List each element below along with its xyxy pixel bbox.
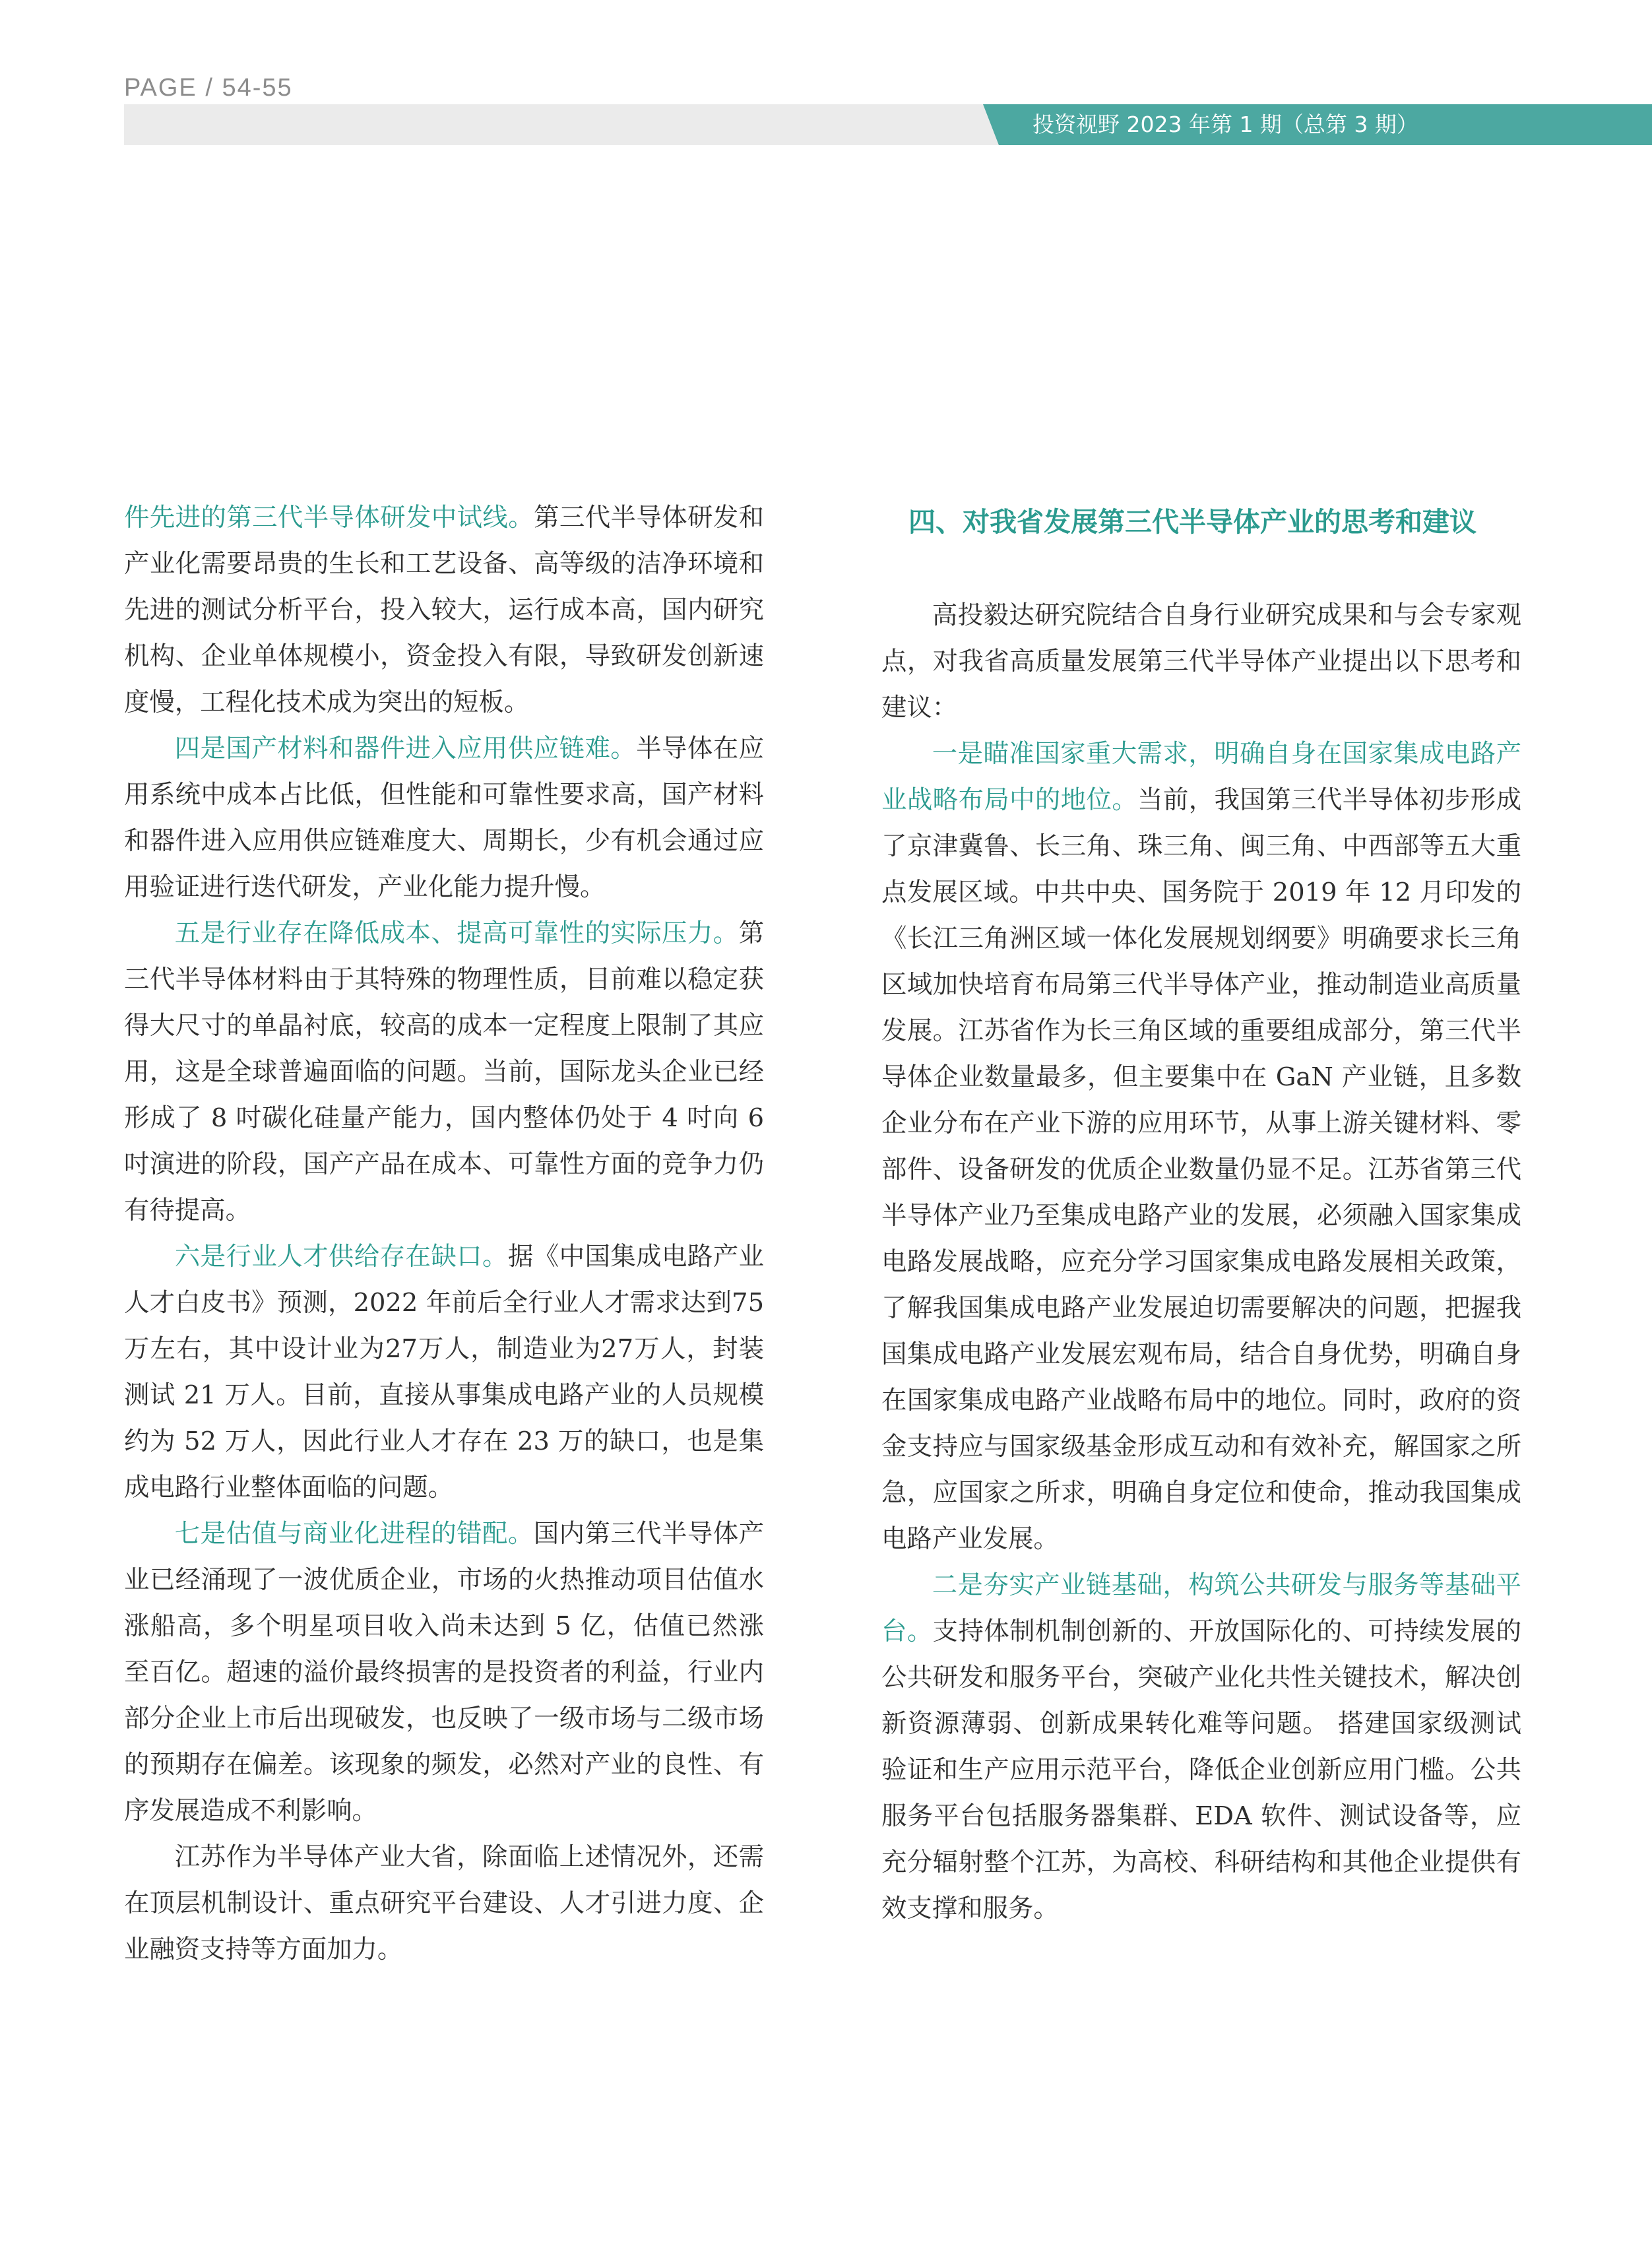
section-heading: 四、对我省发展第三代半导体产业的思考和建议 bbox=[908, 506, 1477, 538]
paragraph: 江苏作为半导体产业大省，除面临上述情况外，还需在顶层机制设计、重点研究平台建设、人才引进力度、企业融资支持等方面加力。 bbox=[124, 1842, 764, 1964]
paragraph bbox=[124, 726, 764, 911]
paragraph-text: 国内第三代半导体产业已经涌现了一波优质企业，市场的火热推动项目估值水涨船高，多个明星项目收入尚未达到 5 亿，估值已然涨至百亿。超速的溢价最终损害的是投资者的利益，行业内部分企业上市后出现破发，也反映了一级市场与二级市场的预期存在偏差。该现象的频发，必然对产业的良性、有序发展造成不利影响。 bbox=[124, 1519, 764, 1826]
paragraph bbox=[881, 731, 1521, 1562]
highlight-phrase: 五是行业存在降低成本、提高可靠性的实际压力。 bbox=[174, 918, 739, 948]
paragraph bbox=[124, 495, 764, 726]
paragraph bbox=[124, 1234, 764, 1511]
page-number-label: PAGE / 54-55 bbox=[124, 74, 293, 102]
paragraph-text: 当前，我国第三代半导体初步形成了京津冀鲁、长三角、珠三角、闽三角、中西部等五大重点发展区域。中共中央、国务院于 2019 年 12 月印发的《长江三角洲区域一体化发展规划纲要》明确要求长三角区域加快培育布局第三代半导体产业，推动制造业高质量发展。江苏省作为长三角区域的重要组成部分，第三代半导体企业数量最多，但主要集中在 GaN 产业链，且多数企业分布在产业下游的应用环节，从事上游关键材料、零部件、设备研发的优质企业数量仍显不足。江苏省第三代半导体产业乃至集成电路产业的发展，必须融入国家集成电路发展战略，应充分学习国家集成电路发展相关政策，了解我国集成电路产业发展迫切需要解决的问题，把握我国集成电路产业发展宏观布局，结合自身优势，明确自身在国家集成电路产业战略布局中的地位。同时，政府的资金支持应与国家级基金形成互动和有效补充，解国家之所急，应国家之所求，明确自身定位和使命，推动我国集成电路产业发展。 bbox=[881, 785, 1521, 1554]
paragraph bbox=[124, 911, 764, 1234]
highlight-phrase: 六是行业人才供给存在缺口。 bbox=[174, 1242, 508, 1271]
paragraph-text: 第三代半导体材料由于其特殊的物理性质，目前难以稳定获得大尺寸的单晶衬底，较高的成本一定程度上限制了其应用，这是全球普遍面临的问题。当前，国际龙头企业已经形成了 8 吋碳化硅量产能力，国内整体仍处于 4 吋向 6 吋演进的阶段，国产产品在成本、可靠性方面的竞争力仍有待提高。 bbox=[124, 918, 764, 1225]
left-column bbox=[124, 495, 764, 1973]
highlight-phrase: 七是估值与商业化进程的错配。 bbox=[174, 1519, 534, 1549]
highlight-phrase: 四是国产材料和器件进入应用供应链难。 bbox=[174, 734, 637, 763]
paragraph-text: 第三代半导体研发和产业化需要昂贵的生长和工艺设备、高等级的洁净环境和先进的测试分析平台，投入较大，运行成本高，国内研究机构、企业单体规模小，资金投入有限，导致研发创新速度慢，工程化技术成为突出的短板。 bbox=[124, 503, 764, 717]
highlight-phrase: 二是夯实产业链基础，构筑公共研发与服务等基础平台。 bbox=[881, 1570, 1521, 1646]
journal-issue-title: 投资视野 2023 年第 1 期（总第 3 期） bbox=[1032, 112, 1418, 137]
paragraph-text: 据《中国集成电路产业人才白皮书》预测，2022 年前后全行业人才需求达到75万左右，其中设计业为27万人，制造业为27万人，封装测试 21 万人。目前，直接从事集成电路产业的人员规模约为 52 万人，因此行业人才存在 23 万的缺口，也是集成电路行业整体面临的问题。 bbox=[124, 1242, 764, 1502]
paragraph bbox=[124, 1511, 764, 1834]
paragraph-text: 半导体在应用系统中成本占比低，但性能和可靠性要求高，国产材料和器件进入应用供应链难度大、周期长，少有机会通过应用验证进行迭代研发，产业化能力提升慢。 bbox=[124, 734, 764, 902]
right-column bbox=[881, 495, 1521, 1932]
paragraph: 高投毅达研究院结合自身行业研究成果和与会专家观点，对我省高质量发展第三代半导体产业提出以下思考和建议： bbox=[881, 600, 1521, 723]
paragraph-text: 支持体制机制创新的、开放国际化的、可持续发展的公共研发和服务平台，突破产业化共性关键技术，解决创新资源薄弱、创新成果转化难等问题。 搭建国家级测试验证和生产应用示范平台，降低企业创新应用门槛。公共服务平台包括服务器集群、EDA 软件、测试设备等，应充分辐射整个江苏，为高校、科研结构和其他企业提供有效支撑和服务。 bbox=[881, 1617, 1521, 1923]
highlight-phrase: 一是瞄准国家重大需求，明确自身在国家集成电路产业战略布局中的地位。 bbox=[881, 739, 1521, 815]
paragraph bbox=[881, 1562, 1521, 1932]
highlight-phrase: 件先进的第三代半导体研发中试线。 bbox=[124, 503, 534, 532]
